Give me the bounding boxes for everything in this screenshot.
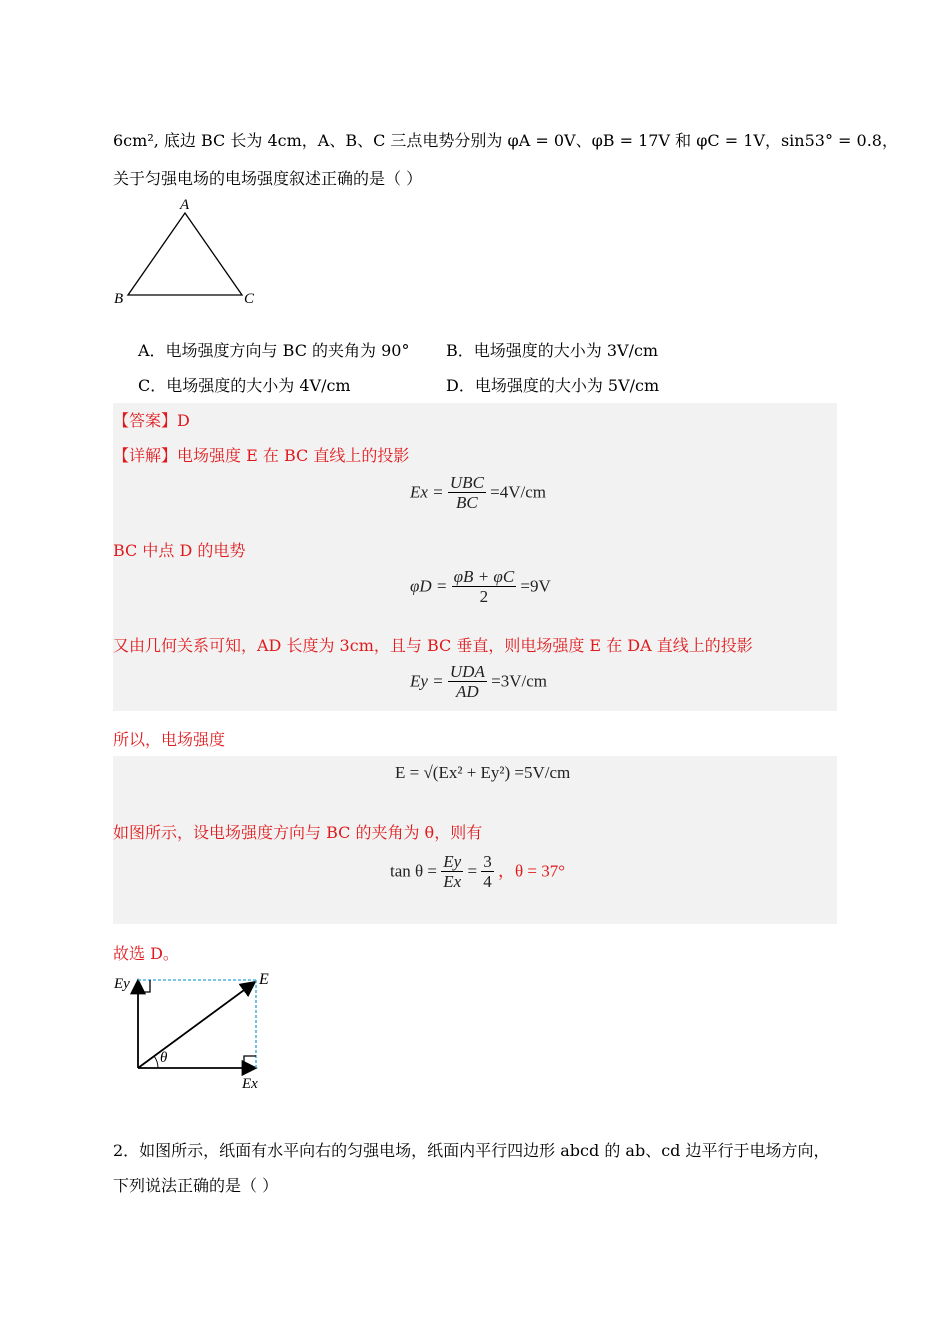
triangle-label-c: C [244,291,255,307]
problem2-line2: 下列说法正确的是（ ） [113,1176,279,1195]
vector-label-theta: θ [160,1050,168,1066]
problem2-line1: 2．如图所示，纸面有水平向右的匀强电场，纸面内平行四边形 abcd 的 ab、cd 边平行于电场方向， [113,1141,830,1160]
so-text: 所以，电场强度 [113,730,226,749]
option-a: A．电场强度方向与 BC 的夹角为 90° [138,341,410,360]
vector-label-ey: Ey [114,976,130,992]
problem1-line2: 关于匀强电场的电场强度叙述正确的是（ ） [113,169,423,188]
triangle-label-a: A [180,197,190,213]
equation-ey: Ey = $\frac{\text{UDA}}{AD}$ =3V/cm [410,662,547,701]
midpoint-text: BC 中点 D 的电势 [113,541,246,560]
option-c: C．电场强度的大小为 4V/cm [138,376,351,395]
triangle-label-b: B [114,291,124,307]
vector-label-ex: Ex [242,1076,258,1092]
answer-line: 【答案】D [113,411,190,430]
option-b: B．电场强度的大小为 3V/cm [446,341,659,360]
equation-tan: tan θ = $\frac{Ey}{Ex}$ = $\frac{3}{4}$ ，θ = 37° [390,852,566,891]
geometry-text: 又由几何关系可知，AD 长度为 3cm，且与 BC 垂直，则电场强度 E 在 DA 直线上的投影 [113,636,753,655]
vector-diagram [110,968,285,1096]
problem1-line1: 6cm², 底边 BC 长为 4cm，A、B、C 三点电势分别为 φA = 0V、φB = 17V 和 φC = 1V，sin53° = 0.8， [113,131,898,150]
conclusion: 故选 D。 [113,944,179,963]
equation-ex: Ex = $\frac{\text{UBC}}{BC}$ =4V/cm [410,473,547,512]
equation-phid: φD = $\frac{\varphi B + \varphi C}{2}$ =9V [410,567,551,606]
detail-intro: 【详解】电场强度 E 在 BC 直线上的投影 [113,446,410,465]
triangle-figure [110,195,270,310]
equation-e: E = √(Ex² + Ey²) =5V/cm [395,763,571,782]
option-d: D．电场强度的大小为 5V/cm [446,376,660,395]
angle-text: 如图所示，设电场强度方向与 BC 的夹角为 θ，则有 [113,823,483,842]
vector-label-e: E [259,971,269,988]
